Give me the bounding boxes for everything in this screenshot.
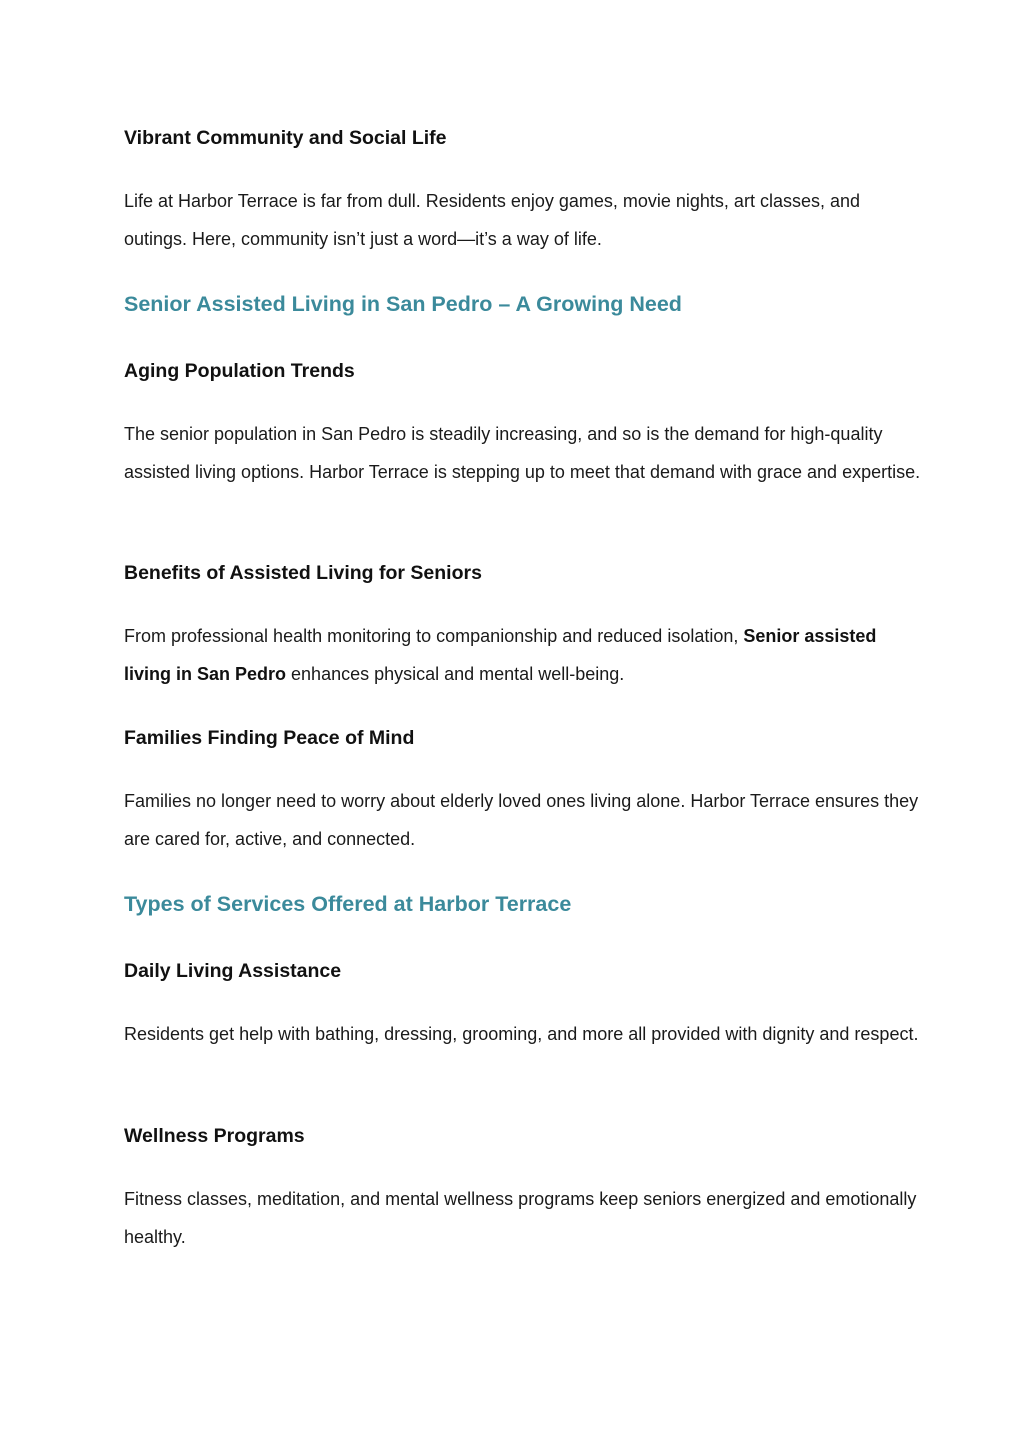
families-heading: Families Finding Peace of Mind [124, 727, 415, 749]
aging-population-heading: Aging Population Trends [124, 360, 355, 382]
wellness-paragraph: Fitness classes, meditation, and mental wellness programs keep seniors energized and emotionally healthy. [124, 1189, 917, 1247]
services-section-title: Types of Services Offered at Harbor Terrace [124, 892, 572, 916]
growing-need-section-title: Senior Assisted Living in San Pedro – A Growing Need [124, 292, 682, 316]
benefits-paragraph [124, 618, 924, 693]
community-heading: Vibrant Community and Social Life [124, 127, 447, 149]
daily-living-heading: Daily Living Assistance [124, 960, 342, 982]
benefits-heading: Benefits of Assisted Living for Seniors [124, 562, 482, 584]
aging-population-paragraph: The senior population in San Pedro is steadily increasing, and so is the demand for high-quality assisted living options. Harbor Terrace is stepping up to meet that demand with grace and expertise. [124, 424, 921, 482]
daily-living-paragraph: Residents get help with bathing, dressing, grooming, and more all provided with dignity and respect. [124, 1024, 919, 1044]
benefits-text-before: From professional health monitoring to companionship and reduced isolation, [124, 626, 744, 646]
families-paragraph: Families no longer need to worry about elderly loved ones living alone. Harbor Terrace ensures they are cared for, active, and connected. [124, 791, 919, 849]
wellness-heading: Wellness Programs [124, 1125, 305, 1147]
community-paragraph: Life at Harbor Terrace is far from dull. Residents enjoy games, movie nights, art classes, and outings. Here, community isn’t just a word—it’s a way of life. [124, 191, 860, 249]
benefits-text-after: enhances physical and mental well-being. [286, 663, 625, 684]
benefits-keyword-bold: Senior assisted living in San Pedro [124, 626, 877, 684]
